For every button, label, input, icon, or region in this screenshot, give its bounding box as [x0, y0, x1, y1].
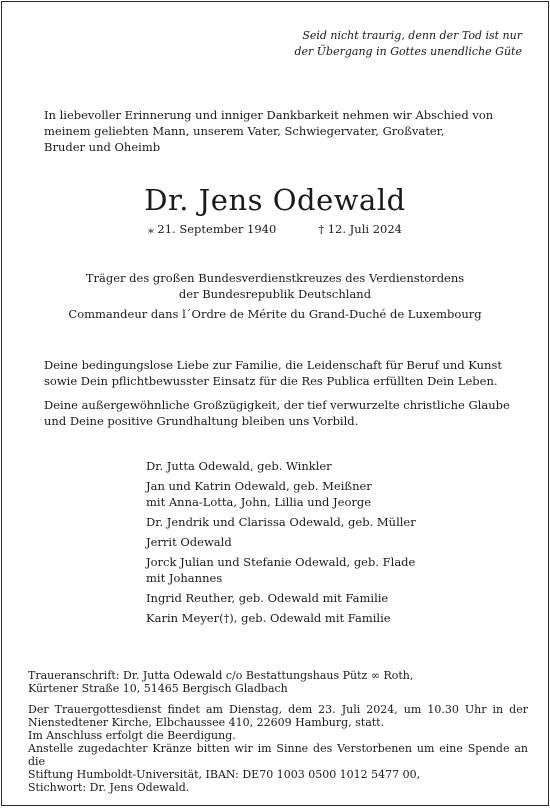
donation-line: Stichwort: Dr. Jens Odewald. [28, 781, 190, 794]
life-dates [2, 221, 548, 237]
honor-line: Träger des großen Bundesverdienstkreuzes des Verdienstordens [85, 271, 465, 285]
mourner-line: mit Anna-Lotta, John, Lillia und Jeorge [146, 495, 372, 509]
honors-luxembourg-order: Commandeur dans l´Ordre de Mérite du Grand-Duché de Luxembourg [68, 307, 482, 321]
epigraph-quote [262, 28, 522, 60]
mourner-line: Karin Meyer(†), geb. Odewald mit Familie [146, 611, 391, 625]
honor-line: der Bundesrepublik Deutschland [178, 287, 372, 301]
mourner-entry [146, 610, 506, 626]
intro-line: Bruder und Oheimb [44, 140, 161, 154]
donation-line: Stiftung Humboldt-Universität, IBAN: DE70 1003 0500 1012 5477 00, [28, 768, 421, 781]
service-details [28, 703, 528, 794]
intro-text [44, 107, 514, 155]
obituary-notice [1, 1, 549, 806]
honors-german-order [2, 270, 548, 302]
mourner-line: Dr. Jutta Odewald, geb. Winkler [146, 459, 332, 473]
service-line: Nienstedtener Kirche, Elbchaussee 410, 22609 Hamburg, statt. [28, 716, 385, 729]
mourner-line: Jan und Katrin Odewald, geb. Meißner [146, 479, 372, 493]
intro-line: In liebevoller Erinnerung und inniger Dankbarkeit nehmen wir Abschied von [44, 108, 494, 122]
quote-line: Seid nicht traurig, denn der Tod ist nur [302, 29, 522, 42]
mourner-line: Dr. Jendrik und Clarissa Odewald, geb. Müller [146, 515, 416, 529]
tribute-line: sowie Dein pflichtbewusster Einsatz für die Res Publica erfüllten Dein Leben. [44, 374, 498, 388]
intro-line: meinem geliebten Mann, unserem Vater, Schwiegervater, Großvater, [44, 124, 445, 138]
tribute-line: Deine außergewöhnliche Großzügigkeit, der tief verwurzelte christliche Glaube [44, 398, 510, 412]
mourner-entry [146, 554, 506, 586]
burial-line: Im Anschluss erfolgt die Beerdigung. [28, 729, 236, 742]
mourner-entry [146, 458, 506, 474]
mourner-entry [146, 478, 506, 510]
deceased-name: Dr. Jens Odewald [144, 183, 406, 217]
mourners-list [146, 458, 506, 630]
mourner-line: Jerrit Odewald [146, 535, 232, 549]
tribute-paragraph-1 [44, 357, 524, 389]
quote-line: der Übergang in Gottes unendliche Güte [294, 45, 522, 58]
tribute-line: Deine bedingungslose Liebe zur Familie, die Leidenschaft für Beruf und Kunst [44, 358, 502, 372]
address-line: Kürtener Straße 10, 51465 Bergisch Gladbach [28, 682, 288, 695]
mourner-line: Ingrid Reuther, geb. Odewald mit Familie [146, 591, 389, 605]
mourner-line: mit Johannes [146, 571, 223, 585]
mourner-entry [146, 534, 506, 550]
tribute-line: und Deine positive Grundhaltung bleiben uns Vorbild. [44, 414, 359, 428]
tribute-paragraph-2 [44, 397, 524, 429]
mourning-address [28, 669, 528, 695]
mourner-entry [146, 590, 506, 606]
address-line: Traueranschrift: Dr. Jutta Odewald c/o Bestattungshaus Pütz ∞ Roth, [28, 669, 414, 682]
birth-date: ⁎ 21. September 1940 [148, 222, 277, 236]
mourner-entry [146, 514, 506, 530]
mourner-line: Jorck Julian und Stefanie Odewald, geb. Flade [146, 555, 416, 569]
donation-line: Anstelle zugedachter Kränze bitten wir im Sinne des Verstorbenen um eine Spende an die [28, 742, 528, 768]
death-date: † 12. Juli 2024 [318, 222, 402, 236]
service-line: Der Trauergottesdienst findet am Dienstag, dem 23. Juli 2024, um 10.30 Uhr in der [28, 703, 528, 716]
